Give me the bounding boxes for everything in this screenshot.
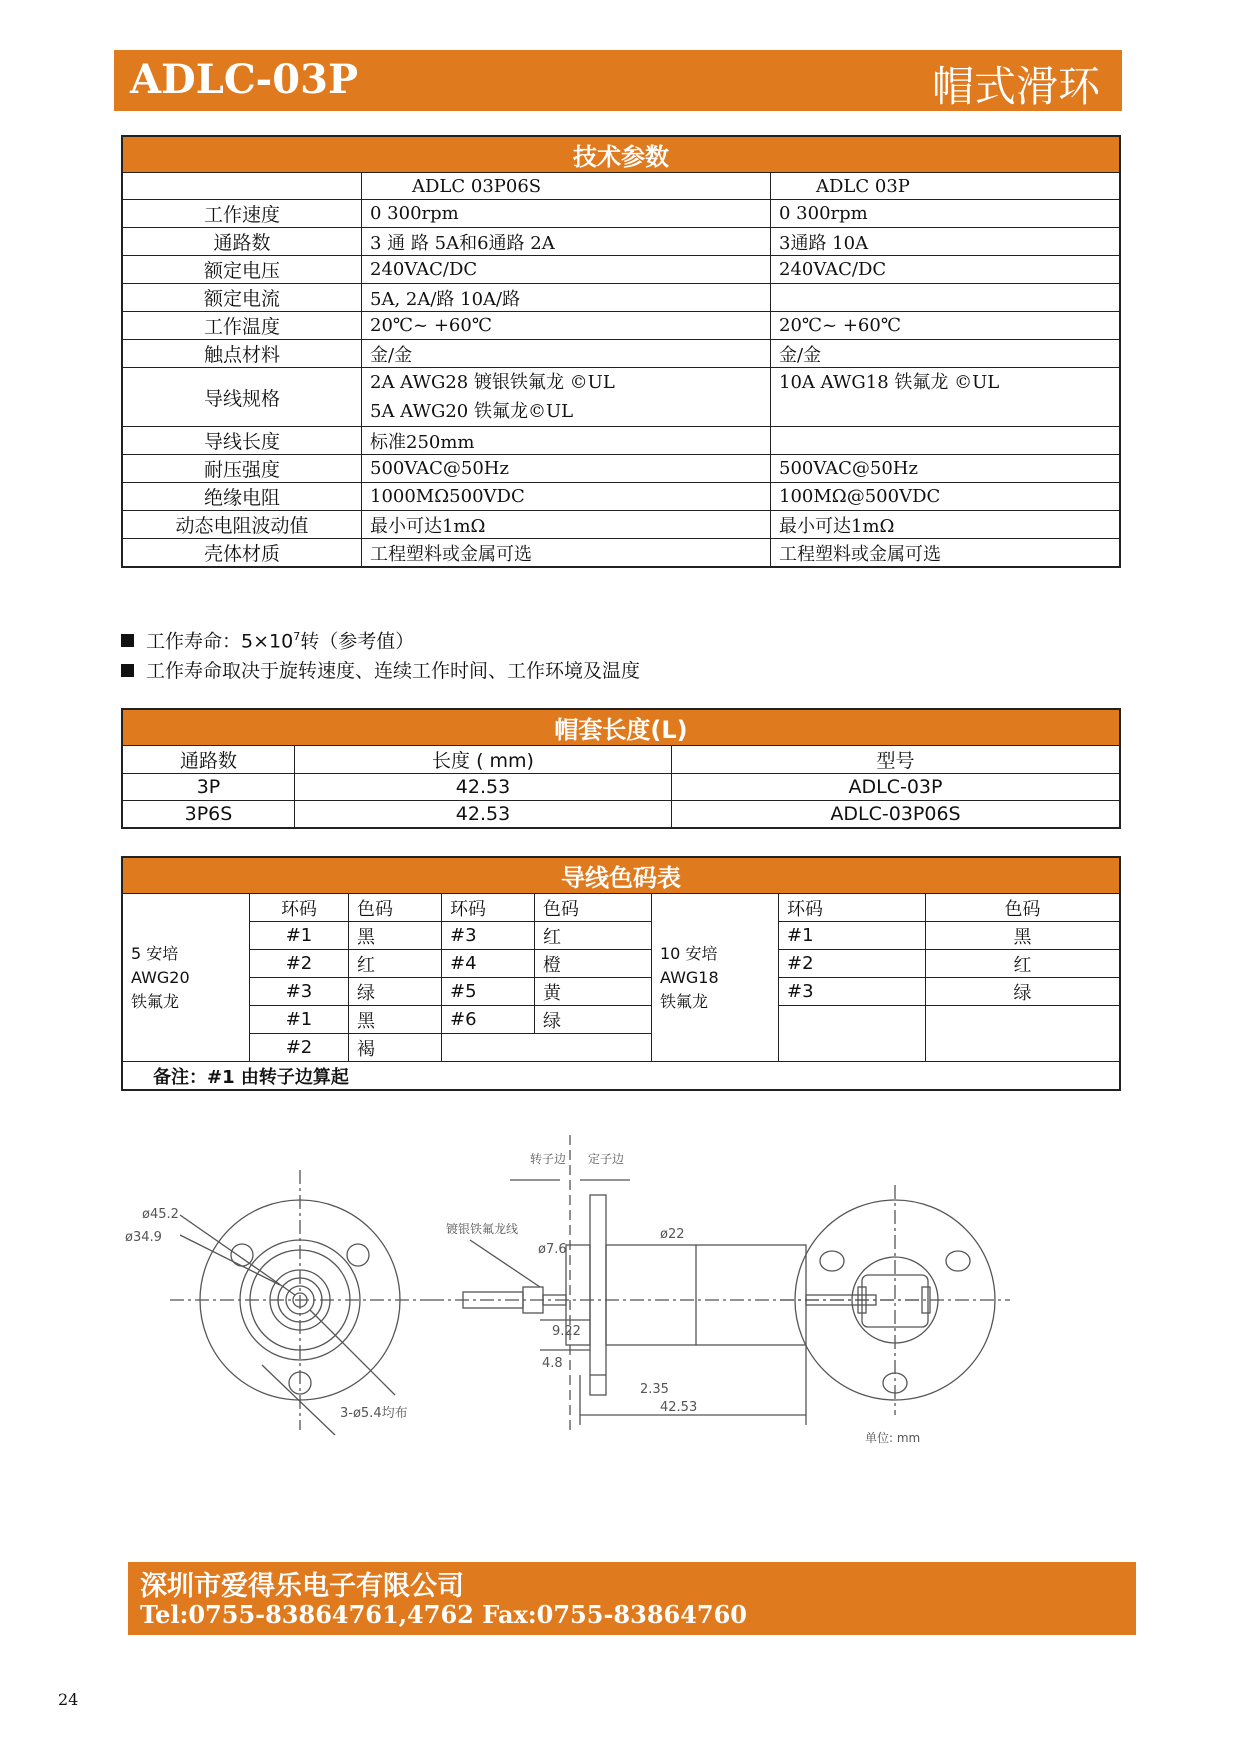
group-line: 10 安培 [660,943,718,963]
spec-value: 240VAC/DC [771,256,1121,284]
dim-inner-diameter: ø34.9 [125,1230,162,1245]
spec-label: 工作速度 [122,200,362,228]
label-unit: 单位: mm [865,1431,921,1445]
color-code: 红 [926,950,1121,978]
spec-value: 20℃~ +60℃ [771,312,1121,340]
dim-7-6: ø7.6 [538,1242,567,1257]
remark-row [122,1062,1120,1091]
spec-value: 500VAC@50Hz [362,455,771,483]
length-cell: ADLC-03P06S [672,801,1121,829]
spec-value: 1000MΩ500VDC [362,483,771,511]
note-item [121,656,640,686]
ring-code: #1 [250,1006,349,1034]
spec-value [771,284,1121,312]
spec-value [362,368,771,427]
color-row [122,922,1120,950]
label-wire: 镀银铁氟龙线 [446,1222,519,1236]
color-header: 色码 [349,894,442,922]
spec-label: 耐压强度 [122,455,362,483]
wire-spec-line: 5A AWG20 铁氟龙©UL [370,401,574,422]
color-code: 黄 [535,978,652,1006]
color-row [122,950,1120,978]
length-header-row [122,746,1120,774]
spec-label: 额定电流 [122,284,362,312]
ring-code: #2 [779,950,926,978]
ring-code: #2 [250,1034,349,1062]
ring-code: #6 [442,1006,535,1034]
length-table-title: 帽套长度(L) [122,709,1120,746]
group-line: AWG20 [131,967,190,987]
ring-code: #3 [779,978,926,1006]
color-code: 黑 [349,922,442,950]
spec-label: 导线长度 [122,427,362,455]
spec-table [121,135,1121,568]
dim-22: ø22 [660,1227,685,1242]
ring-code: #1 [250,922,349,950]
ring-code: #3 [250,978,349,1006]
ring-code: #1 [779,922,926,950]
empty-cell [926,1006,1121,1062]
remark: 备注：#1 由转子边算起 [122,1062,1120,1091]
spec-value: 500VAC@50Hz [771,455,1121,483]
color-code: 橙 [535,950,652,978]
group-10a [652,894,779,1062]
spec-value [771,427,1121,455]
ring-header: 环码 [779,894,926,922]
life-suffix: 转（参考值） [300,630,415,653]
header-bar [114,50,1122,111]
group-5a [122,894,250,1062]
spec-label: 动态电阻波动值 [122,511,362,539]
dim-42-53: 42.53 [660,1400,698,1415]
spec-value: 240VAC/DC [362,256,771,284]
product-type-title: 帽式滑环 [931,62,1100,111]
spec-value: 5A, 2A/路 10A/路 [362,284,771,312]
spec-value: 金/金 [771,340,1121,368]
ring-code: #3 [442,922,535,950]
color-code: 黑 [926,922,1121,950]
color-code: 绿 [349,978,442,1006]
spec-row [122,200,1120,228]
spec-value: 最小可达1mΩ [362,511,771,539]
wire-spec-line: 2A AWG28 镀银铁氟龙 ©UL [370,372,615,393]
spec-value: 0 300rpm [362,200,771,228]
spec-row [122,511,1120,539]
spec-row [122,427,1120,455]
group-line: AWG18 [660,967,719,987]
spec-label: 导线规格 [122,368,362,427]
color-row [122,978,1120,1006]
bullet-square-icon [121,664,134,677]
spec-value: 0 300rpm [771,200,1121,228]
spec-value: 工程塑料或金属可选 [771,539,1121,568]
color-header: 色码 [535,894,652,922]
notes [121,622,640,686]
group-line: 铁氟龙 [131,991,180,1011]
ring-header: 环码 [442,894,535,922]
spec-label: 壳体材质 [122,539,362,568]
spec-col1-header: ADLC 03P06S [362,173,771,200]
spec-row [122,455,1120,483]
model-title: ADLC-03P [130,56,359,103]
length-header: 通路数 [122,746,295,774]
spec-row [122,228,1120,256]
note-item [121,622,640,656]
color-code: 绿 [926,978,1121,1006]
spec-table-title: 技术参数 [122,136,1120,173]
life-exponent: 7 [293,630,301,643]
dim-holes: 3-ø5.4均布 [340,1406,408,1421]
dim-9-22: 9.22 [552,1324,581,1339]
spec-value: 最小可达1mΩ [771,511,1121,539]
color-header: 色码 [926,894,1121,922]
length-cell: 3P6S [122,801,295,829]
technical-drawing [120,1135,1130,1455]
rear-view [780,1185,1010,1415]
company-name: 深圳市爱得乐电子有限公司 [140,1571,464,1602]
length-header: 长度 ( mm) [295,746,672,774]
dim-2-35: 2.35 [640,1382,669,1397]
spec-row [122,539,1120,568]
spec-label: 工作温度 [122,312,362,340]
page-number: 24 [58,1690,79,1709]
side-view [430,1135,920,1435]
group-line: 铁氟龙 [660,991,709,1011]
ring-code: #4 [442,950,535,978]
empty-cell [442,1034,652,1062]
empty-cell [779,1006,926,1062]
color-row [122,1006,1120,1034]
length-cell: ADLC-03P [672,774,1121,801]
life-prefix: 工作寿命：5×10 [146,630,294,653]
color-code: 红 [349,950,442,978]
spec-row [122,483,1120,511]
color-code: 褐 [349,1034,442,1062]
color-table-title: 导线色码表 [122,857,1120,894]
spec-row [122,284,1120,312]
length-table [121,708,1121,829]
spec-label: 通路数 [122,228,362,256]
label-rotor-side: 转子边 [530,1152,567,1166]
spec-row [122,256,1120,284]
spec-col2-header: ADLC 03P [771,173,1121,200]
ring-code: #2 [250,950,349,978]
spec-corner-cell [122,173,362,200]
length-row [122,801,1120,829]
length-header: 型号 [672,746,1121,774]
spec-row [122,340,1120,368]
color-header-row [122,894,1120,922]
bullet-square-icon [121,634,134,647]
spec-row [122,312,1120,340]
footer-bar [128,1562,1136,1635]
spec-value: 100MΩ@500VDC [771,483,1121,511]
spec-row [122,368,1120,427]
spec-label: 触点材料 [122,340,362,368]
color-code: 绿 [535,1006,652,1034]
ring-header: 环码 [250,894,349,922]
contact-info: Tel:0755-83864761,4762 Fax:0755-83864760 [140,1600,748,1629]
spec-label: 额定电压 [122,256,362,284]
dim-outer-diameter: ø45.2 [142,1207,179,1222]
spec-value: 10A AWG18 铁氟龙 ©UL [771,368,1121,427]
ring-code: #5 [442,978,535,1006]
dim-4-8: 4.8 [542,1356,563,1371]
label-stator-side: 定子边 [588,1152,625,1166]
front-view [170,1170,430,1435]
spec-value: 3通路 10A [771,228,1121,256]
spec-value: 20℃~ +60℃ [362,312,771,340]
length-cell: 42.53 [295,801,672,829]
spec-value: 3 通 路 5A和6通路 2A [362,228,771,256]
color-table [121,856,1121,1091]
life-factors: 工作寿命取决于旋转速度、连续工作时间、工作环境及温度 [146,660,641,683]
spec-value: 金/金 [362,340,771,368]
spec-value: 标准250mm [362,427,771,455]
length-cell: 42.53 [295,774,672,801]
spec-label: 绝缘电阻 [122,483,362,511]
color-code: 黑 [349,1006,442,1034]
spec-value: 工程塑料或金属可选 [362,539,771,568]
group-line: 5 安培 [131,943,179,963]
spec-header-row [122,173,1120,200]
color-code: 红 [535,922,652,950]
length-cell: 3P [122,774,295,801]
length-row [122,774,1120,801]
